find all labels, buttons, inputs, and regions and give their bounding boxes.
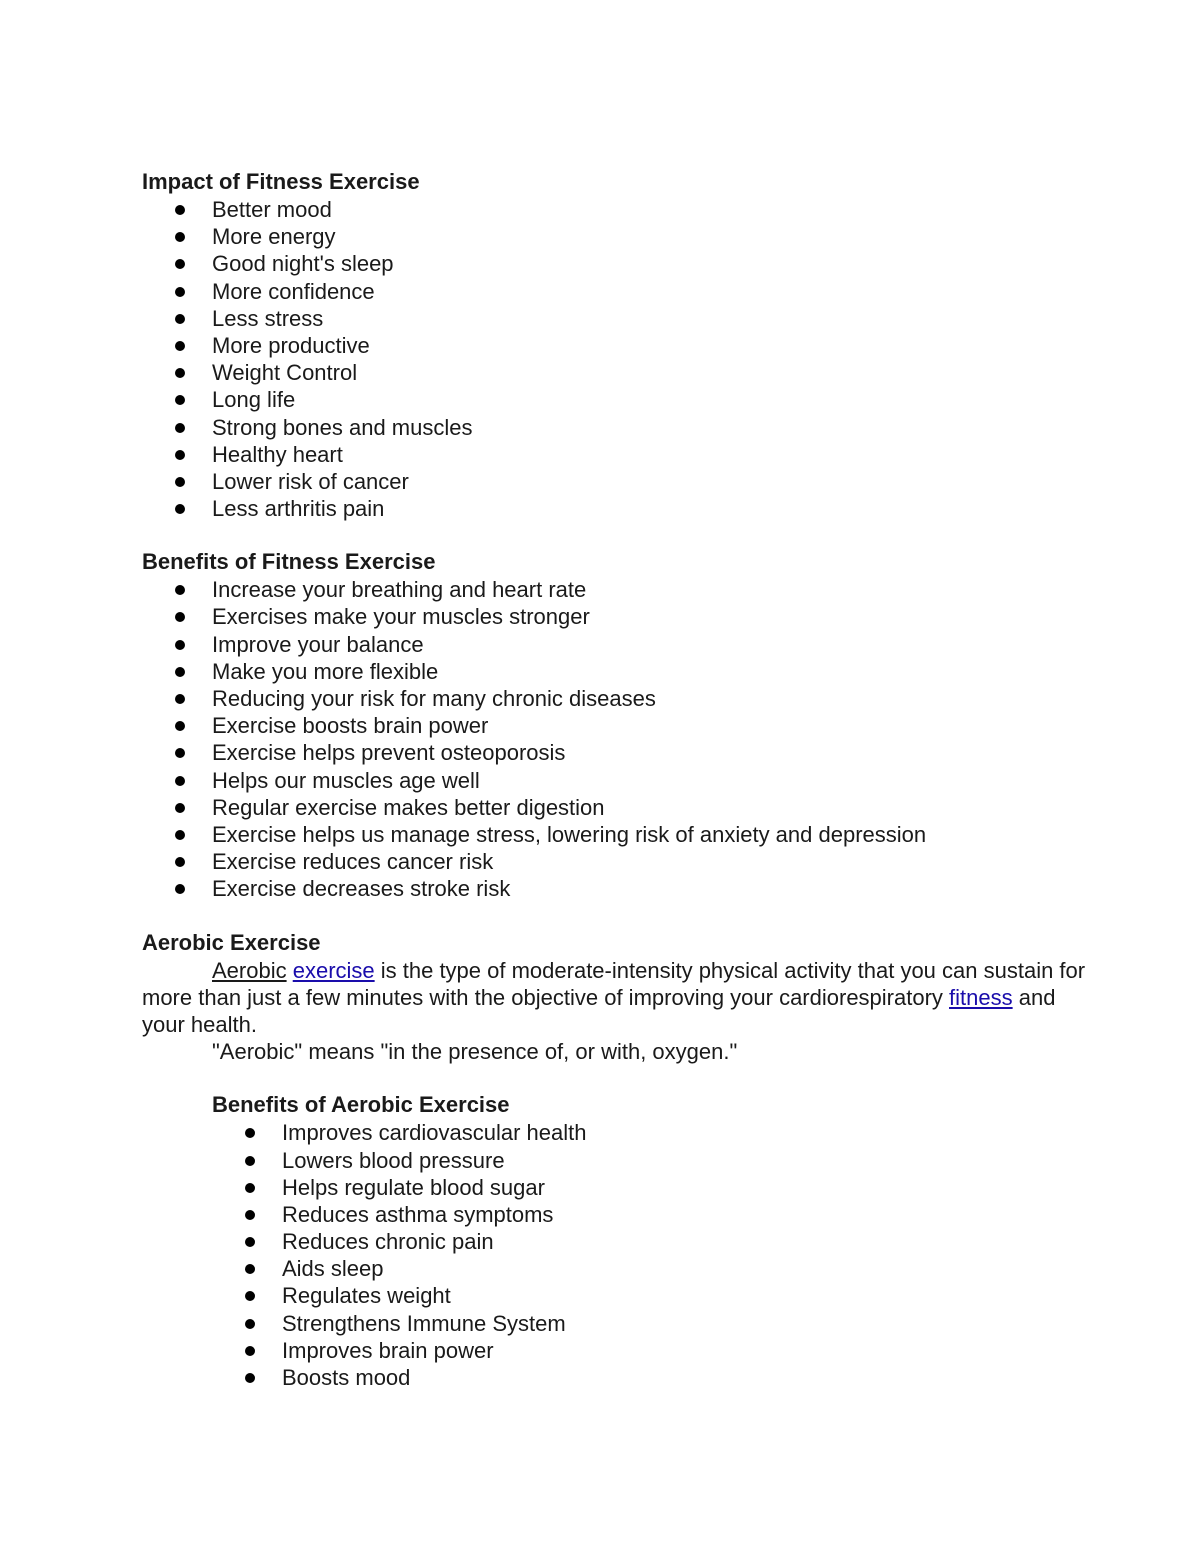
list-item: Boosts mood — [212, 1364, 1102, 1391]
bullet-icon — [175, 803, 185, 813]
bullet-icon — [175, 287, 185, 297]
bullet-icon — [175, 395, 185, 405]
list-item: Strong bones and muscles — [142, 414, 1102, 441]
list-item: Reducing your risk for many chronic diseases — [142, 685, 1102, 712]
bullet-icon — [245, 1156, 255, 1166]
list-item: Healthy heart — [142, 441, 1102, 468]
list-item: Long life — [142, 386, 1102, 413]
bullet-icon — [175, 667, 185, 677]
list-item: Strengthens Immune System — [212, 1310, 1102, 1337]
bullet-icon — [175, 640, 185, 650]
list-item: Exercise helps us manage stress, lowering risk of anxiety and depression — [142, 821, 1102, 848]
bullet-icon — [175, 830, 185, 840]
bullet-icon — [175, 504, 185, 514]
benefits-list — [142, 576, 1102, 902]
bullet-icon — [245, 1237, 255, 1247]
bullet-icon — [175, 857, 185, 867]
bullet-icon — [175, 776, 185, 786]
list-item: Reduces chronic pain — [212, 1228, 1102, 1255]
list-item: Good night's sleep — [142, 250, 1102, 277]
list-item: Less arthritis pain — [142, 495, 1102, 522]
list-item: More energy — [142, 223, 1102, 250]
bullet-icon — [175, 314, 185, 324]
bullet-icon — [245, 1128, 255, 1138]
bullet-icon — [175, 477, 185, 487]
list-item: More confidence — [142, 278, 1102, 305]
list-item: Regulates weight — [212, 1282, 1102, 1309]
aerobic-benefits-list — [212, 1119, 1102, 1391]
bullet-icon — [175, 721, 185, 731]
bullet-icon — [175, 341, 185, 351]
list-item: Improve your balance — [142, 631, 1102, 658]
bullet-icon — [175, 259, 185, 269]
list-item: Increase your breathing and heart rate — [142, 576, 1102, 603]
list-item: Exercise decreases stroke risk — [142, 875, 1102, 902]
aerobic-heading: Aerobic Exercise — [142, 929, 321, 955]
aerobic-link[interactable]: Aerobic — [212, 957, 287, 983]
list-item: Lower risk of cancer — [142, 468, 1102, 495]
list-item: Make you more flexible — [142, 658, 1102, 685]
bullet-icon — [175, 612, 185, 622]
bullet-icon — [175, 368, 185, 378]
bullet-icon — [245, 1319, 255, 1329]
benefits-heading: Benefits of Fitness Exercise — [142, 549, 436, 575]
list-item: Exercise boosts brain power — [142, 712, 1102, 739]
impact-list — [142, 196, 1102, 522]
bullet-icon — [175, 423, 185, 433]
bullet-icon — [175, 694, 185, 704]
list-item: Helps our muscles age well — [142, 767, 1102, 794]
bullet-icon — [175, 232, 185, 242]
bullet-icon — [175, 585, 185, 595]
list-item: Less stress — [142, 305, 1102, 332]
bullet-icon — [245, 1373, 255, 1383]
bullet-icon — [175, 748, 185, 758]
list-item: Lowers blood pressure — [212, 1147, 1102, 1174]
bullet-icon — [245, 1210, 255, 1220]
aerobic-definition: Aerobic exercise is the type of moderate-intensity physical activity that you can sustain for more than just a few minutes with the objective of improving your cardiorespiratory fitness and your health. — [142, 957, 1086, 1037]
list-item: Regular exercise makes better digestion — [142, 794, 1102, 821]
impact-heading: Impact of Fitness Exercise — [142, 169, 420, 194]
bullet-icon — [245, 1346, 255, 1356]
list-item: Exercise reduces cancer risk — [142, 848, 1102, 875]
list-item: Reduces asthma symptoms — [212, 1201, 1102, 1228]
aerobic-benefits-section — [142, 1091, 1102, 1391]
document-page — [142, 168, 1102, 1391]
list-item: Aids sleep — [212, 1255, 1102, 1282]
list-item: Improves cardiovascular health — [212, 1119, 1102, 1146]
list-item: Weight Control — [142, 359, 1102, 386]
list-item: Exercise helps prevent osteoporosis — [142, 739, 1102, 766]
list-item: More productive — [142, 332, 1102, 359]
bullet-icon — [245, 1183, 255, 1193]
aerobic-meaning: "Aerobic" means "in the presence of, or with, oxygen." — [212, 1039, 738, 1065]
aerobic-benefits-heading: Benefits of Aerobic Exercise — [212, 1092, 510, 1118]
fitness-link[interactable]: fitness — [949, 984, 1013, 1010]
list-item: Better mood — [142, 196, 1102, 223]
bullet-icon — [245, 1291, 255, 1301]
exercise-link[interactable]: exercise — [292, 957, 375, 983]
bullet-icon — [175, 450, 185, 460]
bullet-icon — [245, 1264, 255, 1274]
list-item: Improves brain power — [212, 1337, 1102, 1364]
bullet-icon — [175, 205, 185, 215]
bullet-icon — [175, 884, 185, 894]
list-item: Helps regulate blood sugar — [212, 1174, 1102, 1201]
list-item: Exercises make your muscles stronger — [142, 603, 1102, 630]
